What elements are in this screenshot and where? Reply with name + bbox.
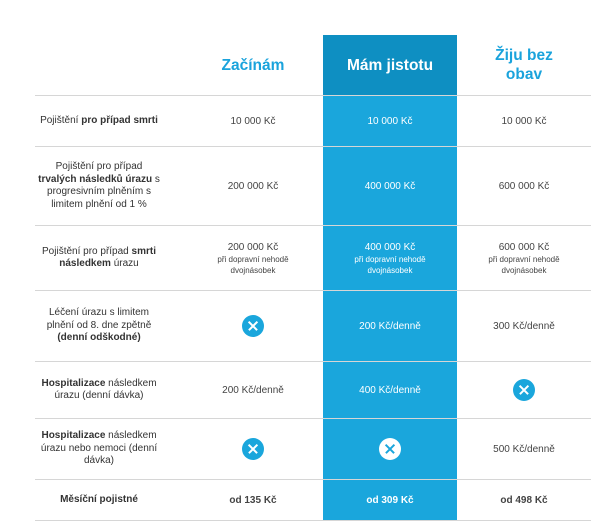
label-fragment: (denní odškodné): [57, 332, 141, 344]
plan-cell-c3: [457, 147, 591, 225]
plan-cell-c2: [323, 362, 457, 418]
label-fragment: Měsíční pojistné: [60, 493, 138, 505]
row-label-text: [60, 494, 138, 507]
plan-name: Žiju bez obav: [495, 47, 553, 83]
label-fragment: Hospitalizace: [41, 430, 106, 442]
cell-value: 400 Kč/denně: [359, 384, 421, 396]
plan-cell-c3: [457, 226, 591, 290]
label-fragment: Pojištění: [40, 114, 82, 126]
plan-cell-c3: [457, 362, 591, 418]
label-fragment: úrazu: [110, 258, 139, 269]
close-circle-icon: [242, 315, 264, 337]
plan-header-zacinam[interactable]: [183, 35, 323, 95]
cell-value: 600 000 Kč: [498, 180, 550, 192]
plan-cell-c3: [457, 96, 591, 146]
row-label-text: [37, 246, 161, 271]
label-fragment: následkem úrazu nebo nemoci (denní dávka): [40, 430, 158, 467]
plan-cell-c3: [457, 291, 591, 361]
cell-value: 400 000 Kč: [364, 241, 416, 253]
cell-note: při dopravní nehodě dvojnásobek: [217, 254, 289, 275]
plan-cell-c1: [183, 96, 323, 146]
cell-value: 600 000 Kč: [498, 241, 550, 253]
row-label: [35, 226, 163, 290]
label-fragment: pro případ smrti: [81, 114, 158, 126]
plan-cell-c2: [323, 96, 457, 146]
plan-header-ziju-bez-obav[interactable]: [457, 35, 591, 95]
row-label: [35, 362, 163, 418]
plan-cell-c1: [183, 147, 323, 225]
row-label: [35, 96, 163, 146]
cell-value: od 309 Kč: [366, 494, 414, 506]
table-row: [35, 146, 591, 225]
table-row: [35, 290, 591, 361]
table-header: [35, 35, 591, 95]
label-fragment: smrti následkem: [59, 245, 156, 269]
plan-cell-c1: [183, 291, 323, 361]
label-fragment: Pojištění pro případ: [55, 161, 143, 172]
plan-cell-c3: [457, 480, 591, 520]
plan-name: Začínám: [221, 56, 285, 74]
cell-value: 10 000 Kč: [501, 115, 547, 127]
row-label: [35, 291, 163, 361]
plan-cell-c2: [323, 147, 457, 225]
plan-cell-c2: [323, 419, 457, 479]
plan-name: Mám jistotu: [346, 56, 434, 74]
cell-note: při dopravní nehodě dvojnásobek: [488, 254, 560, 275]
plan-cell-c1: [183, 419, 323, 479]
close-circle-icon: [513, 379, 535, 401]
plan-cell-c2: [323, 480, 457, 520]
cell-value: 200 000 Kč: [227, 241, 279, 253]
label-fragment: Pojištění pro případ: [42, 245, 132, 257]
row-label: [35, 419, 163, 479]
table-row: [35, 361, 591, 418]
row-label-text: [37, 430, 161, 468]
cell-value: 10 000 Kč: [230, 115, 276, 127]
table-body: [35, 95, 591, 521]
cell-value: 10 000 Kč: [367, 115, 413, 127]
cell-value: 200 Kč/denně: [359, 320, 421, 332]
table-row: [35, 225, 591, 290]
label-fragment: Léčení úrazu s limitem plnění od 8. dne zpětně: [46, 307, 152, 331]
row-label-text: [37, 378, 161, 403]
label-fragment: následkem úrazu (denní dávka): [54, 377, 157, 401]
plan-cell-c1: [183, 362, 323, 418]
cell-value: 400 000 Kč: [364, 180, 416, 192]
plan-cell-c2: [323, 291, 457, 361]
row-label-text: [40, 115, 158, 128]
row-label-text: [37, 161, 161, 211]
table-row: [35, 479, 591, 520]
table-row: [35, 95, 591, 146]
close-circle-icon: [242, 438, 264, 460]
label-fragment: s progresivním plněním s limitem plnění od 1 %: [47, 173, 160, 210]
cell-value: 500 Kč/denně: [493, 443, 555, 455]
label-fragment: trvalých následků úrazu: [38, 173, 153, 185]
row-label-text: [37, 307, 161, 345]
plan-cell-c1: [183, 226, 323, 290]
cell-value: 200 Kč/denně: [222, 384, 284, 396]
comparison-table: [35, 35, 591, 521]
plan-header-mam-jistotu[interactable]: [323, 35, 457, 95]
cell-note: při dopravní nehodě dvojnásobek: [354, 254, 426, 275]
cell-value: od 498 Kč: [500, 494, 548, 506]
row-label: [35, 480, 163, 520]
plan-cell-c1: [183, 480, 323, 520]
row-label: [35, 147, 163, 225]
plan-cell-c2: [323, 226, 457, 290]
label-fragment: Hospitalizace: [41, 377, 106, 389]
close-circle-icon: [379, 438, 401, 460]
plan-cell-c3: [457, 419, 591, 479]
cell-value: 300 Kč/denně: [493, 320, 555, 332]
table-row: [35, 418, 591, 479]
cell-value: od 135 Kč: [229, 494, 277, 506]
cell-value: 200 000 Kč: [227, 180, 279, 192]
